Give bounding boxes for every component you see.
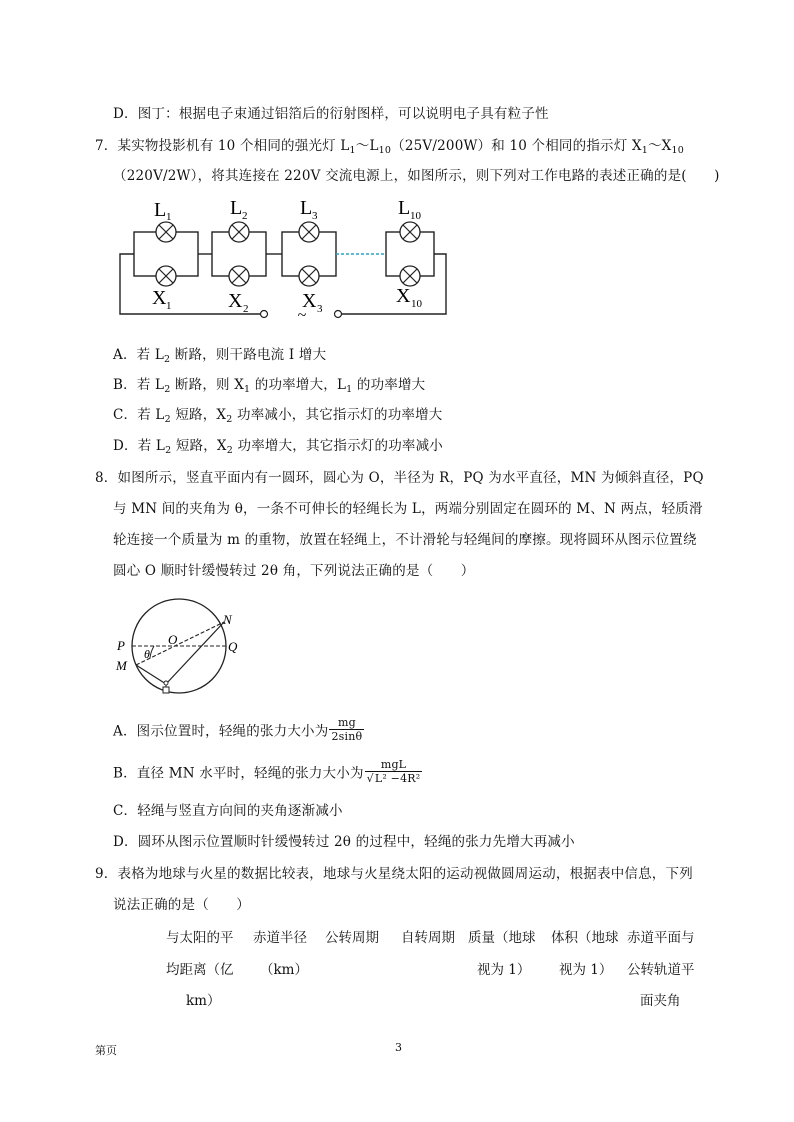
label-x2: X xyxy=(228,290,243,312)
svg-text:2: 2 xyxy=(243,303,249,315)
svg-text:1: 1 xyxy=(166,211,172,223)
label-l2: L xyxy=(230,197,243,219)
label-l3: L xyxy=(300,197,313,219)
header-inclination: 赤道平面与 xyxy=(627,930,695,946)
label-q: Q xyxy=(228,639,238,654)
q7-stem-line1: 7．某实物投影机有 10 个相同的强光灯 $L_1\sim L_{10}(25V/200W)$和 10 个相同的指示灯 $X_1\sim X_{10}$ xyxy=(95,138,684,156)
q8-stem-line1: 8．如图所示，竖直平面内有一圆环，圆心为 O，半径为 R，PQ 为水平直径，MN 为倾斜直径，PQ xyxy=(95,470,704,486)
weight-block xyxy=(163,687,169,693)
q7-option-a: A．若 $L_2$ 断路，则干路电流 I 增大 xyxy=(113,347,327,365)
terminal-right xyxy=(335,311,342,318)
label-n: N xyxy=(223,612,232,627)
page-number: 3 xyxy=(395,1041,402,1054)
label-x3: X xyxy=(302,290,317,312)
q6-option-d: D．图丁：根据电子束通过铝箔后的衍射图样，可以说明电子具有粒子性 xyxy=(113,106,549,122)
header-rotation-period: 自转周期 xyxy=(401,930,455,946)
q8-ring-diagram xyxy=(110,598,250,698)
q7-option-b: B．若 $L_2$ 断路，则 $X_1$ 的功率增大，$L_1$ 的功率增大 xyxy=(113,377,426,395)
label-x1: X xyxy=(152,287,167,309)
label-o: O xyxy=(168,632,178,647)
q9-stem-line1: 9．表格为地球与火星的数据比较表，地球与火星绕太阳的运动视做圆周运动，根据表中信息，下列 xyxy=(95,866,693,882)
label-x10: X xyxy=(396,285,411,307)
q8-option-d: D．圆环从图示位置顺时针缓慢转过 2θ 的过程中，轻绳的张力先增大再减小 xyxy=(113,834,575,850)
label-l10: L xyxy=(398,197,411,219)
svg-text:3: 3 xyxy=(312,210,318,222)
q8-option-a: A．图示位置时，轻绳的张力大小为 $\frac{mg}{2\sin\theta}$ xyxy=(113,716,363,743)
svg-text:10: 10 xyxy=(410,210,421,222)
label-theta: θ xyxy=(144,647,150,661)
q7-option-d: D．若 $L_2$ 短路，$X_2$ 功率增大，其它指示灯的功率减小 xyxy=(113,438,443,456)
terminal-left xyxy=(261,311,268,318)
q8-option-b: B．直径 MN 水平时，轻绳的张力大小为 $\frac{\text{mgL}}{\text{√L² −4R²}}$ xyxy=(113,758,421,785)
footer-page-label: 第页 xyxy=(95,1044,117,1057)
q8-stem-line4: 圆心 O 顺时针缓慢转过 2θ 角，下列说法正确的是（ ） xyxy=(113,563,475,579)
label-l1: L xyxy=(154,199,167,221)
header-volume: 体积（地球 xyxy=(551,930,619,946)
svg-text:2: 2 xyxy=(242,210,248,222)
svg-text:10: 10 xyxy=(411,298,422,310)
header-distance: 与太阳的平 xyxy=(166,930,234,946)
q8-option-c: C．轻绳与竖直方向间的夹角逐渐减小 xyxy=(113,803,343,819)
header-mass: 质量（地球 xyxy=(468,930,536,946)
q9-stem-line2: 说法正确的是（ ） xyxy=(113,897,250,913)
svg-text:1: 1 xyxy=(166,300,172,312)
q8-stem-line2: 与 MN 间的夹角为 θ，一条不可伸长的轻绳长为 L，两端分别固定在圆环的 M、N 两点，轻质滑 xyxy=(113,501,703,517)
svg-text:3: 3 xyxy=(317,303,323,315)
q7-option-c: C．若 $L_2$ 短路，$X_2$ 功率减小，其它指示灯的功率增大 xyxy=(113,407,443,425)
label-p: P xyxy=(117,638,125,653)
header-equatorial-radius: 赤道半径 xyxy=(253,930,307,946)
header-orbital-period: 公转周期 xyxy=(325,930,379,946)
ac-source-symbol: ~ xyxy=(297,307,307,324)
q8-stem-line3: 轮连接一个质量为 m 的重物，放置在轻绳上，不计滑轮与轻绳间的摩擦。现将圆环从图示位置绕 xyxy=(113,532,697,548)
q7-stem-line2: （220V/2W），将其连接在 220V 交流电源上，如图所示，则下列对工作电路的表述正确的是( ) xyxy=(113,168,720,184)
label-m: M xyxy=(116,658,127,673)
q7-circuit-diagram xyxy=(110,194,460,326)
pulley-icon xyxy=(164,681,168,685)
